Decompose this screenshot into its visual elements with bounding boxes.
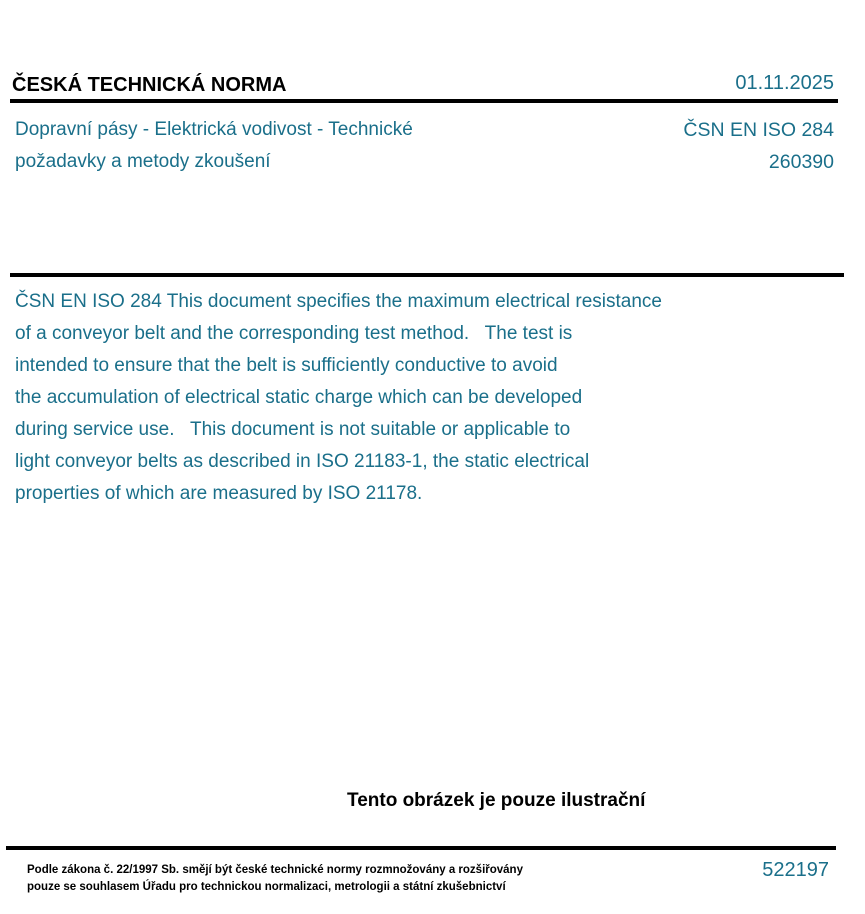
illustration-note: Tento obrázek je pouze ilustrační (347, 790, 646, 811)
standard-title-line: Dopravní pásy - Elektrická vodivost - Technické (15, 119, 413, 140)
abstract-line: intended to ensure that the belt is sufficiently conductive to avoid (15, 355, 558, 376)
norm-date: 01.11.2025 (735, 72, 834, 94)
classification-number: 260390 (768, 151, 834, 173)
abstract-text (15, 286, 775, 510)
standard-code-block (683, 114, 834, 178)
abstract-line: light conveyor belts as described in ISO 21183-1, the static electrical (15, 451, 590, 472)
legal-notice (27, 862, 523, 896)
abstract-line: ČSN EN ISO 284 This document specifies the maximum electrical resistance (15, 291, 662, 312)
abstract-line: of a conveyor belt and the corresponding test method. The test is (15, 323, 573, 344)
header-divider (10, 99, 838, 103)
standard-title (15, 114, 535, 178)
document-number: 522197 (762, 859, 829, 881)
abstract-line: properties of which are measured by ISO 21178. (15, 483, 423, 504)
standard-code: ČSN EN ISO 284 (683, 119, 834, 141)
abstract-line: the accumulation of electrical static charge which can be developed (15, 387, 583, 408)
footer-divider (6, 846, 836, 850)
section-divider (10, 273, 844, 277)
legal-notice-line: Podle zákona č. 22/1997 Sb. smějí být české technické normy rozmnožovány a rozšiřovány (27, 864, 523, 876)
legal-notice-line: pouze se souhlasem Úřadu pro technickou normalizaci, metrologii a státní zkušebnictví (27, 881, 506, 893)
abstract-line: during service use. This document is not suitable or applicable to (15, 419, 571, 440)
norm-header-title: ČESKÁ TECHNICKÁ NORMA (12, 74, 287, 96)
standard-title-line: požadavky a metody zkoušení (15, 151, 271, 172)
